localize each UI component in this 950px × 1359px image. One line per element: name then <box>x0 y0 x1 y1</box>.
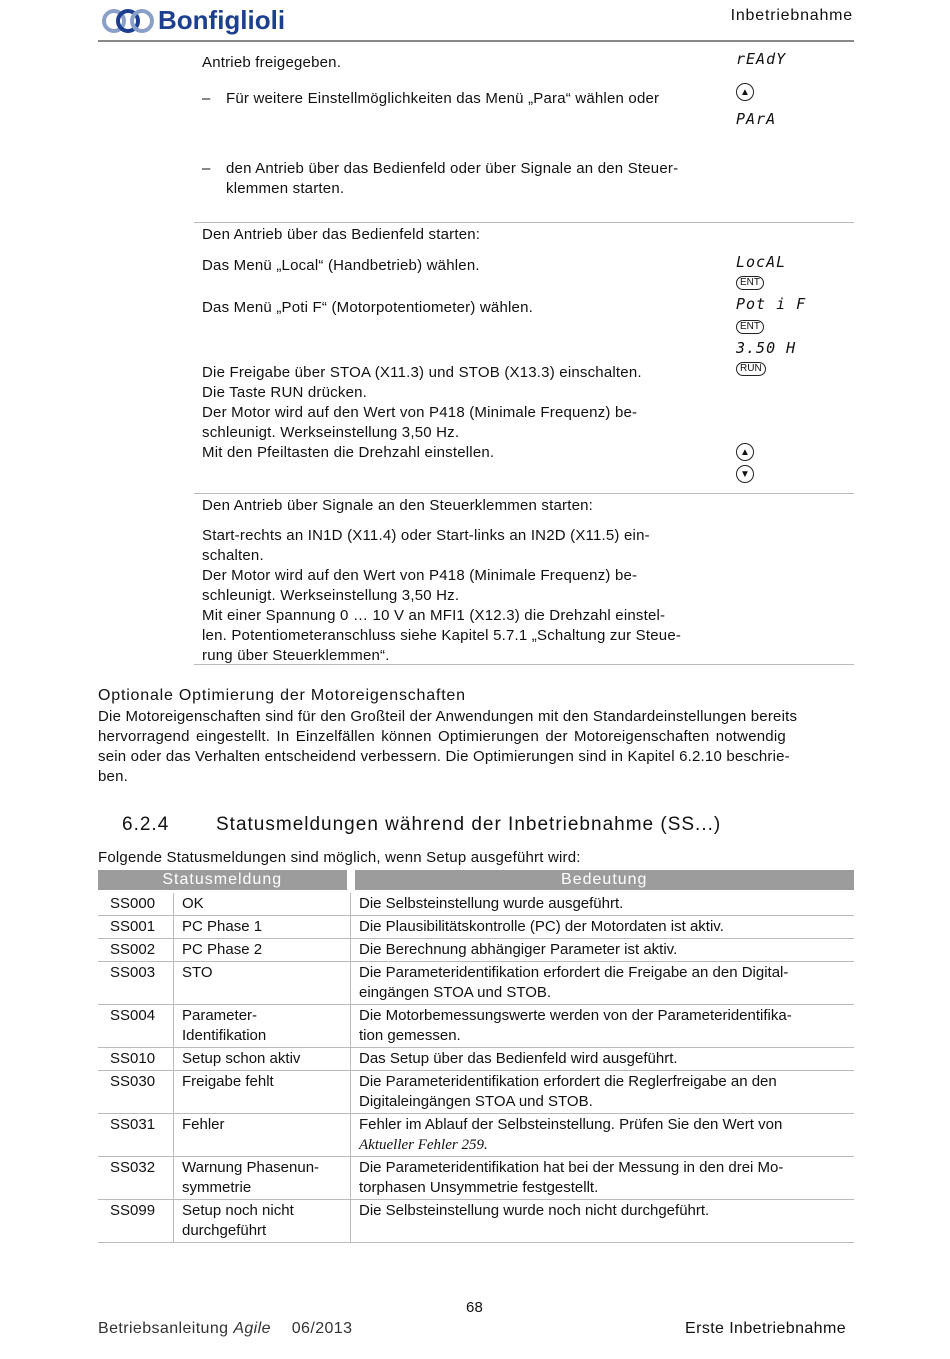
status-name-line: Identifikation <box>182 1027 267 1044</box>
status-code-cell: SS002 <box>98 939 174 962</box>
enable-text-4: schleunigt. Werkseinstellung 3,50 Hz. <box>202 424 460 441</box>
divider <box>194 493 854 494</box>
enable-text-5: Mit den Pfeiltasten die Drehzahl einstellen. <box>202 444 495 461</box>
header-rule <box>98 40 854 42</box>
panel-heading: Den Antrieb über das Bedienfeld starten: <box>202 226 481 243</box>
status-desc-line: Die Parameteridentifikation hat bei der Messung in den drei Mo- <box>359 1159 784 1176</box>
status-name-line: Setup schon aktiv <box>182 1050 301 1067</box>
poti-text: Das Menü „Poti F“ (Motorpotentiometer) wählen. <box>202 299 533 316</box>
run-key-icon: RUN <box>736 362 766 376</box>
step-ready-text: Antrieb freigegeben. <box>202 54 342 71</box>
status-desc-line: Die Motorbemessungswerte werden von der Parameteridentifika- <box>359 1007 792 1024</box>
display-local: LocAL <box>736 253 787 271</box>
section-title: Statusmeldungen während der Inbetriebnahme (SS...) <box>216 814 722 835</box>
brand-logo <box>100 4 285 36</box>
enable-text-1: Die Freigabe über STOA (X11.3) und STOB (X13.3) einschalten. <box>202 364 642 381</box>
signal-text-3: Der Motor wird auf den Wert von P418 (Minimale Frequenz) be- <box>202 567 638 584</box>
arrow-up-icon: ▲ <box>736 83 754 101</box>
status-code-cell: SS030 <box>98 1071 174 1114</box>
footer-product: Agile <box>233 1320 271 1337</box>
status-code-cell: SS004 <box>98 1005 174 1048</box>
status-name-line: Freigabe fehlt <box>182 1073 274 1090</box>
ent-key-icon: ENT <box>736 320 764 334</box>
status-desc-line: tion gemessen. <box>359 1027 461 1044</box>
status-table <box>98 870 854 1243</box>
status-name-line: Warnung Phasenun- <box>182 1159 320 1176</box>
footer-date: 06/2013 <box>291 1320 353 1337</box>
dash-2: – <box>202 160 211 177</box>
status-name-line: symmetrie <box>182 1179 252 1196</box>
status-desc-line: Aktueller Fehler 259. <box>359 1137 488 1153</box>
status-desc-cell <box>351 1005 855 1048</box>
status-name-line: Setup noch nicht <box>182 1202 294 1219</box>
arrow-up-icon: ▲ <box>736 443 754 461</box>
status-desc-cell <box>351 1071 855 1114</box>
dash-1: – <box>202 90 211 107</box>
status-desc-cell <box>351 916 855 939</box>
status-desc-line: Die Parameteridentifikation erfordert die Reglerfreigabe an den <box>359 1073 777 1090</box>
step-para-text: Für weitere Einstellmöglichkeiten das Menü „Para“ wählen oder <box>226 90 660 107</box>
table-header-status: Statusmeldung <box>98 870 351 892</box>
enable-text-3: Der Motor wird auf den Wert von P418 (Minimale Frequenz) be- <box>202 404 638 421</box>
divider <box>194 222 854 223</box>
status-code-cell: SS099 <box>98 1200 174 1243</box>
status-name-cell <box>174 1200 351 1243</box>
table-row <box>98 1200 854 1243</box>
status-desc-cell <box>351 1157 855 1200</box>
table-header-row <box>98 870 854 892</box>
signal-text-2: schalten. <box>202 547 264 564</box>
status-desc-line: Die Selbsteinstellung wurde ausgeführt. <box>359 895 624 912</box>
status-desc-line: Fehler im Ablauf der Selbsteinstellung. Prüfen Sie den Wert von <box>359 1116 783 1133</box>
signal-text-4: schleunigt. Werkseinstellung 3,50 Hz. <box>202 587 460 604</box>
status-name-line: durchgeführt <box>182 1222 267 1239</box>
status-code-cell: SS010 <box>98 1048 174 1071</box>
ent-key-icon: ENT <box>736 276 764 290</box>
arrow-down-icon: ▼ <box>736 465 754 483</box>
page-number: 68 <box>466 1299 484 1316</box>
status-desc-line: Digitaleingängen STOA und STOB. <box>359 1093 593 1110</box>
status-name-cell <box>174 1005 351 1048</box>
divider <box>194 664 854 665</box>
status-name-cell <box>174 916 351 939</box>
status-name-line: PC Phase 2 <box>182 941 263 958</box>
status-name-cell <box>174 939 351 962</box>
display-para: PArA <box>736 110 777 128</box>
step-start-text-2: klemmen starten. <box>226 180 345 197</box>
display-frequency: 3.50 H <box>736 339 797 357</box>
table-row <box>98 892 854 916</box>
status-desc-line: torphasen Unsymmetrie festgestellt. <box>359 1179 599 1196</box>
status-desc-line: Die Selbsteinstellung wurde noch nicht durchgeführt. <box>359 1202 710 1219</box>
status-desc-line: Die Plausibilitätskontrolle (PC) der Motordaten ist aktiv. <box>359 918 724 935</box>
status-name-line: STO <box>182 964 213 981</box>
display-ready: rEAdY <box>736 50 787 68</box>
table-row <box>98 1114 854 1157</box>
status-desc-cell <box>351 1200 855 1243</box>
status-name-cell <box>174 1048 351 1071</box>
display-poti: Pot i F <box>736 295 807 313</box>
status-code-cell: SS000 <box>98 892 174 916</box>
header-section: Inbetriebnahme <box>730 7 853 24</box>
footer-chapter: Erste Inbetriebnahme <box>685 1320 846 1337</box>
status-name-cell <box>174 892 351 916</box>
footer-manual: Betriebsanleitung <box>98 1320 229 1337</box>
status-desc-cell <box>351 892 855 916</box>
signal-text-6: len. Potentiometeranschluss siehe Kapitel 5.7.1 „Schaltung zur Steue- <box>202 627 682 644</box>
optim-line-2: hervorragend eingestellt. In Einzelfällen können Optimierungen der Motoreigenschaften notwendig <box>98 728 786 745</box>
optim-line-1: Die Motoreigenschaften sind für den Großteil der Anwendungen mit den Standardeinstellungen bereits <box>98 708 798 725</box>
local-text: Das Menü „Local“ (Handbetrieb) wählen. <box>202 257 480 274</box>
signal-heading: Den Antrieb über Signale an den Steuerklemmen starten: <box>202 497 594 514</box>
table-row <box>98 1157 854 1200</box>
status-name-cell <box>174 1157 351 1200</box>
footer-left <box>98 1319 352 1339</box>
logo-rings-icon <box>100 6 156 34</box>
table-header-meaning: Bedeutung <box>351 870 855 892</box>
section-number: 6.2.4 <box>122 814 170 835</box>
optim-title: Optionale Optimierung der Motoreigenschaften <box>98 687 466 704</box>
status-desc-cell <box>351 1114 855 1157</box>
status-name-line: Parameter- <box>182 1007 258 1024</box>
table-row <box>98 1005 854 1048</box>
table-row <box>98 1048 854 1071</box>
status-name-line: PC Phase 1 <box>182 918 263 935</box>
table-row <box>98 1071 854 1114</box>
status-desc-line: Das Setup über das Bedienfeld wird ausgeführt. <box>359 1050 678 1067</box>
table-row <box>98 962 854 1005</box>
status-desc-line: Die Parameteridentifikation erfordert die Freigabe an den Digital- <box>359 964 789 981</box>
step-start-text-1: den Antrieb über das Bedienfeld oder über Signale an den Steuer- <box>226 160 679 177</box>
status-code-cell: SS032 <box>98 1157 174 1200</box>
status-desc-cell <box>351 962 855 1005</box>
section-intro: Folgende Statusmeldungen sind möglich, wenn Setup ausgeführt wird: <box>98 849 581 866</box>
status-name-line: OK <box>182 895 204 912</box>
status-code-cell: SS001 <box>98 916 174 939</box>
signal-text-1: Start-rechts an IN1D (X11.4) oder Start-links an IN2D (X11.5) ein- <box>202 527 650 544</box>
status-name-line: Fehler <box>182 1116 225 1133</box>
status-desc-cell <box>351 939 855 962</box>
optim-line-4: ben. <box>98 768 128 785</box>
table-row <box>98 939 854 962</box>
status-name-cell <box>174 1071 351 1114</box>
brand-name: Bonfiglioli <box>158 4 286 35</box>
status-desc-line: eingängen STOA und STOB. <box>359 984 552 1001</box>
enable-text-2: Die Taste RUN drücken. <box>202 384 368 401</box>
table-row <box>98 916 854 939</box>
optim-line-3: sein oder das Verhalten entscheidend verbessern. Die Optimierungen sind in Kapitel 6.2.10 beschrie- <box>98 748 790 765</box>
status-name-cell <box>174 962 351 1005</box>
signal-text-5: Mit einer Spannung 0 … 10 V an MFI1 (X12.3) die Drehzahl einstel- <box>202 607 666 624</box>
status-desc-cell <box>351 1048 855 1071</box>
status-name-cell <box>174 1114 351 1157</box>
status-code-cell: SS003 <box>98 962 174 1005</box>
signal-text-7: rung über Steuerklemmen“. <box>202 647 390 664</box>
status-code-cell: SS031 <box>98 1114 174 1157</box>
status-desc-line: Die Berechnung abhängiger Parameter ist aktiv. <box>359 941 678 958</box>
